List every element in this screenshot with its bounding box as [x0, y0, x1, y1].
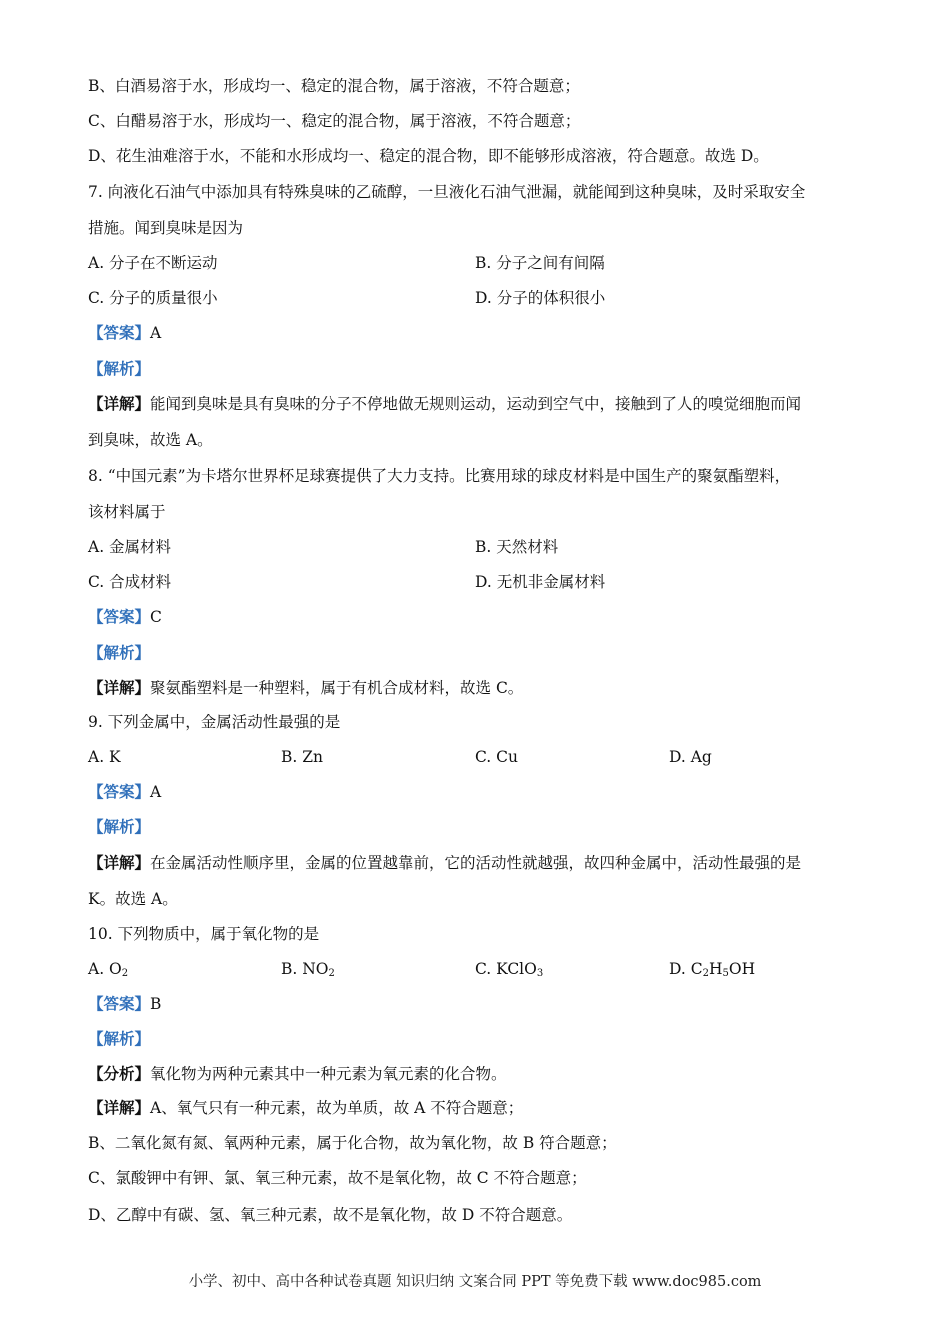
q10-option-c — [475, 959, 543, 979]
q8-option-a: A. 金属材料 — [88, 538, 172, 556]
q9-stem: 9. 下列金属中，金属活动性最强的是 — [88, 713, 341, 731]
q8-analysis — [88, 643, 150, 663]
q10-option-a — [88, 959, 128, 979]
formula-subscript: 3 — [536, 968, 544, 979]
q7-option-a: A. 分子在不断运动 — [88, 254, 218, 272]
q7-detail-line-2: 到臭味，故选 A。 — [88, 431, 213, 449]
q8-option-d: D. 无机非金属材料 — [475, 573, 606, 591]
formula-text: A. O — [88, 960, 122, 978]
q6-option-d-explain: D、花生油难溶于水，不能和水形成均一、稳定的混合物，即不能够形成溶液，符合题意。故选 D。 — [88, 147, 769, 165]
q7-stem-line-2: 措施。闻到臭味是因为 — [88, 219, 244, 237]
detail-label: 【详解】 — [88, 394, 151, 413]
detail-label: 【详解】 — [88, 1098, 151, 1117]
q6-option-b-explain: B、白酒易溶于水，形成均一、稳定的混合物，属于溶液，不符合题意； — [88, 77, 580, 95]
q9-analysis — [88, 817, 150, 837]
q9-option-d: D. Ag — [669, 748, 712, 766]
detail-text: A、氧气只有一种元素，故为单质，故 A 不符合题意； — [150, 1099, 524, 1117]
q10-detail-c: C、氯酸钾中有钾、氯、氧三种元素，故不是氧化物，故 C 不符合题意； — [88, 1169, 587, 1187]
q10-stem: 10. 下列物质中，属于氧化物的是 — [88, 925, 320, 943]
formula-text: D. C — [669, 960, 703, 978]
analysis-label: 【解析】 — [88, 643, 151, 662]
formula-text: C. KClO — [475, 960, 537, 978]
q10-analysis — [88, 1029, 150, 1049]
q10-detail-a — [88, 1098, 523, 1118]
q10-fenxi — [88, 1064, 507, 1084]
answer-value: A — [150, 324, 162, 342]
answer-value: A — [150, 783, 162, 801]
q7-detail-line-1 — [88, 394, 801, 414]
q9-option-b: B. Zn — [281, 748, 323, 766]
page-footer: 小学、初中、高中各种试卷真题 知识归纳 文案合同 PPT 等免费下载 www.doc985.com — [188, 1274, 762, 1290]
formula-subscript: 2 — [328, 968, 335, 979]
q8-detail-line-1 — [88, 678, 523, 698]
analysis-label: 【解析】 — [88, 359, 151, 378]
q10-detail-d: D、乙醇中有碳、氢、氧三种元素，故不是氧化物，故 D 不符合题意。 — [88, 1206, 573, 1224]
detail-text: 在金属活动性顺序里，金属的位置越靠前，它的活动性就越强，故四种金属中，活动性最强的是 — [150, 854, 802, 872]
q9-detail-line-2: K。故选 A。 — [88, 890, 178, 908]
detail-label: 【详解】 — [88, 853, 151, 872]
detail-text: 聚氨酯塑料是一种塑料，属于有机合成材料，故选 C。 — [150, 679, 524, 697]
answer-value: B — [150, 995, 162, 1013]
q10-detail-b: B、二氧化氮有氮、氧两种元素，属于化合物，故为氧化物，故 B 符合题意； — [88, 1134, 617, 1152]
answer-label: 【答案】 — [88, 994, 151, 1013]
q10-answer — [88, 994, 161, 1014]
fenxi-label: 【分析】 — [88, 1064, 151, 1083]
formula-text: B. NO — [281, 960, 329, 978]
answer-label: 【答案】 — [88, 782, 151, 801]
q9-option-a: A. K — [88, 748, 121, 766]
q7-option-c: C. 分子的质量很小 — [88, 289, 218, 307]
answer-value: C — [150, 608, 162, 626]
formula-text: OH — [728, 960, 756, 978]
formula-subscript: 2 — [702, 968, 709, 979]
answer-label: 【答案】 — [88, 607, 151, 626]
detail-label: 【详解】 — [88, 678, 151, 697]
analysis-label: 【解析】 — [88, 817, 151, 836]
q7-stem-line-1: 7. 向液化石油气中添加具有特殊臭味的乙硫醇，一旦液化石油气泄漏，就能闻到这种臭味，及时采取安全 — [88, 183, 806, 201]
q7-answer — [88, 323, 161, 343]
fenxi-text: 氧化物为两种元素其中一种元素为氧元素的化合物。 — [150, 1065, 507, 1083]
q8-option-c: C. 合成材料 — [88, 573, 172, 591]
q7-option-d: D. 分子的体积很小 — [475, 289, 606, 307]
q8-answer — [88, 607, 162, 627]
formula-subscript: 5 — [722, 968, 729, 979]
formula-text: H — [708, 960, 723, 978]
q8-stem-line-2: 该材料属于 — [88, 503, 166, 521]
formula-subscript: 2 — [121, 968, 129, 979]
q8-option-b: B. 天然材料 — [475, 538, 559, 556]
detail-text: 能闻到臭味是具有臭味的分子不停地做无规则运动，运动到空气中，接触到了人的嗅觉细胞而闻 — [150, 395, 802, 413]
q10-option-d — [669, 959, 755, 979]
q7-option-b: B. 分子之间有间隔 — [475, 254, 605, 272]
q7-analysis — [88, 359, 150, 379]
q9-answer — [88, 782, 161, 802]
q9-option-c: C. Cu — [475, 748, 519, 766]
q8-stem-line-1: 8. “中国元素”为卡塔尔世界杯足球赛提供了大力支持。比赛用球的球皮材料是中国生产的聚氨酯塑料， — [88, 467, 791, 485]
q9-detail-line-1 — [88, 853, 801, 873]
answer-label: 【答案】 — [88, 323, 151, 342]
q6-option-c-explain: C、白醋易溶于水，形成均一、稳定的混合物，属于溶液，不符合题意； — [88, 112, 581, 130]
q10-option-b — [281, 959, 335, 979]
analysis-label: 【解析】 — [88, 1029, 151, 1048]
